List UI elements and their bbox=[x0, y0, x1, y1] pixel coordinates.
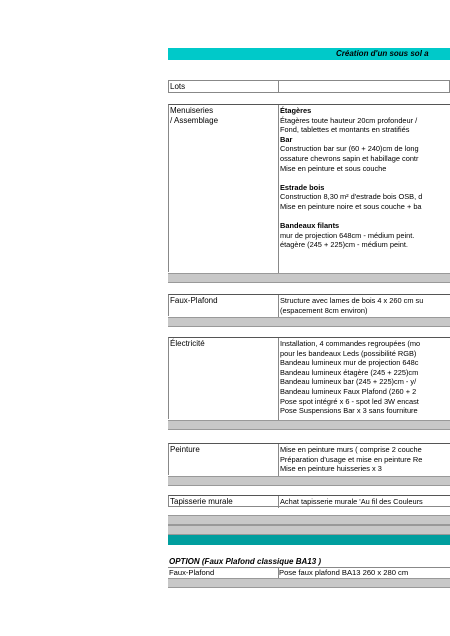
separator-row bbox=[168, 317, 450, 327]
column-divider bbox=[278, 295, 279, 317]
section-label-peinture: Peinture bbox=[170, 445, 200, 454]
section-description: Structure avec lames de bois 4 x 260 cm su (espacement 8cm environ) bbox=[280, 296, 424, 315]
title-bar bbox=[168, 48, 450, 60]
lots-header: Lots bbox=[170, 82, 186, 91]
separator-row bbox=[168, 525, 450, 535]
section-description: Installation, 4 commandes regroupées (mo pour les bandeaux Leds (possibilité RGB) Bandeau lumineux mur de projection 648c Bandeau lumineux étagère (245 + 225)cm Bandeau lumineux bar (245 + 225)cm - y/ Bandeau lumineux Faux Plafond (260 + 2 Pose spot intégré x 6 - spot led 3W encast Pose Suspensions Bar x 3 sans fourniture bbox=[280, 339, 421, 416]
section-description: Étagères Étagères toute hauteur 20cm profondeur / Fond, tablettes et montants en stratifiés Bar Construction bar sur (60 + 240)cm de long ossature chevrons sapin et habillage contr Mise en peinture et sous couche Estrade bois Construction 8,30 m² d'estrade bois OSB, d Mise en peinture noire et sous couche + ba Bandeaux filants mur de projection 648cm - médium peint. étagère (245 + 225)cm - médium peint. bbox=[280, 106, 423, 250]
separator-row bbox=[168, 273, 450, 283]
separator-row bbox=[168, 476, 450, 486]
column-divider bbox=[278, 444, 279, 476]
section-electricite[interactable] bbox=[168, 337, 450, 419]
section-menuiseries[interactable] bbox=[168, 104, 450, 272]
spreadsheet bbox=[168, 0, 450, 636]
option-title: OPTION (Faux Plafond classique BA13 ) bbox=[169, 557, 322, 566]
section-tapisserie[interactable] bbox=[168, 495, 450, 507]
separator-row bbox=[168, 515, 450, 525]
section-label-electricite: Électricité bbox=[170, 339, 205, 348]
separator-row bbox=[168, 578, 450, 588]
page-title: Création d'un sous sol a bbox=[336, 49, 429, 58]
section-description: Achat tapisserie murale 'Au fil des Couleurs bbox=[280, 497, 423, 506]
header-row[interactable] bbox=[168, 80, 450, 93]
column-divider bbox=[278, 105, 279, 273]
section-description: Mise en peinture murs ( comprise 2 couche Préparation d'usage et mise en peinture Re Mise en peinture huisseries x 3 bbox=[280, 445, 423, 474]
column-divider bbox=[278, 81, 279, 92]
column-divider bbox=[278, 496, 279, 508]
option-description: Pose faux plafond BA13 260 x 280 cm bbox=[279, 568, 409, 577]
section-label-faux-plafond: Faux-Plafond bbox=[170, 296, 218, 305]
section-peinture[interactable] bbox=[168, 443, 450, 475]
total-band bbox=[168, 535, 450, 545]
section-faux-plafond[interactable] bbox=[168, 294, 450, 316]
option-row[interactable] bbox=[168, 567, 450, 577]
section-label-tapisserie: Tapisserie murale bbox=[170, 497, 233, 506]
option-label: Faux-Plafond bbox=[169, 568, 215, 577]
column-divider bbox=[278, 338, 279, 420]
separator-row bbox=[168, 420, 450, 430]
section-label-menuiseries: Menuiseries / Assemblage bbox=[170, 106, 219, 125]
